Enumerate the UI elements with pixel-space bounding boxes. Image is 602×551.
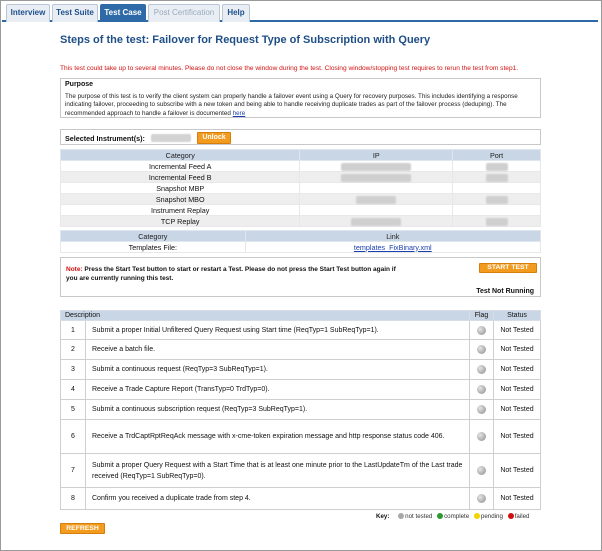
flag-not-tested-icon	[477, 405, 486, 414]
feed-ip-redacted	[300, 194, 453, 205]
step-description: Submit a continuous subscription request (ReqTyp=3 SubReqTyp=1).	[86, 400, 470, 420]
feed-port	[453, 205, 541, 216]
step-row	[61, 454, 541, 488]
tab-interview[interactable]: Interview	[6, 4, 50, 22]
step-number: 3	[61, 360, 86, 380]
feeds-table	[60, 149, 541, 227]
step-flag	[470, 420, 494, 454]
complete-dot-icon	[437, 513, 443, 519]
feed-port	[453, 183, 541, 194]
feed-ip-redacted	[300, 172, 453, 183]
step-status: Not Tested	[494, 400, 541, 420]
flag-not-tested-icon	[477, 345, 486, 354]
step-flag	[470, 321, 494, 340]
purpose-text: The purpose of this test is to verify the client system can properly handle a failover event using a Query for recovery purposes. This includes identifying a response indicating failover, proceeding to subscribe with a new token and being able to handle receiving duplicate trades as part of the failover process (deduping). The recommended approach to handle a failover is documented here	[65, 93, 518, 117]
feed-row	[61, 172, 541, 183]
step-number: 5	[61, 400, 86, 420]
instrument-value-redacted	[151, 134, 191, 142]
step-description: Receive a Trade Capture Report (TransTyp=0 TrdTyp=0).	[86, 380, 470, 400]
flag-key-legend	[376, 513, 529, 520]
feeds-header-port: Port	[453, 150, 541, 161]
step-row	[61, 488, 541, 510]
steps-header-flag: Flag	[470, 311, 494, 321]
tab-test-suite[interactable]: Test Suite	[52, 4, 98, 22]
tab-post-certification: Post Certification	[148, 4, 220, 22]
feed-ip	[300, 205, 453, 216]
feed-category: TCP Replay	[61, 216, 300, 227]
templates-header-link: Link	[245, 231, 540, 242]
unlock-button[interactable]: Unlock	[197, 132, 231, 144]
feed-ip-redacted	[300, 161, 453, 172]
step-number: 4	[61, 380, 86, 400]
step-status: Not Tested	[494, 321, 541, 340]
step-description: Submit a proper Initial Unfiltered Query Request using Start time (ReqTyp=1 SubReqTyp=1).	[86, 321, 470, 340]
step-description: Confirm you received a duplicate trade from step 4.	[86, 488, 470, 510]
step-description: Submit a continuous request (ReqTyp=3 SubReqTyp=1).	[86, 360, 470, 380]
templates-file-link[interactable]: templates_FixBinary.xml	[353, 242, 432, 252]
step-row	[61, 380, 541, 400]
flag-not-tested-icon	[477, 432, 486, 441]
feed-row	[61, 161, 541, 172]
step-number: 1	[61, 321, 86, 340]
key-pending: pending	[480, 513, 503, 520]
step-status: Not Tested	[494, 454, 541, 488]
flag-not-tested-icon	[477, 385, 486, 394]
templates-table	[60, 230, 541, 253]
run-note: Note: Press the Start Test button to start or restart a Test. Please do not press the Start Test button again if you are currently running this test.	[66, 266, 396, 282]
flag-not-tested-icon	[477, 326, 486, 335]
step-flag	[470, 340, 494, 360]
step-row	[61, 340, 541, 360]
key-complete: complete	[444, 513, 470, 520]
steps-header-status: Status	[494, 311, 541, 321]
step-flag	[470, 360, 494, 380]
step-description: Receive a batch file.	[86, 340, 470, 360]
step-row	[61, 360, 541, 380]
purpose-heading: Purpose	[65, 81, 94, 88]
step-description: Submit a proper Query Request with a Start Time that is at least one minute prior to the LastUpdateTm of the Last trade received (ReqTyp=1 SubReqTyp=0).	[86, 454, 470, 488]
step-flag	[470, 380, 494, 400]
step-description: Receive a TrdCaptRptReqAck message with x-cme-token expiration message and http response status code 406.	[86, 420, 470, 454]
feeds-header-category: Category	[61, 150, 300, 161]
step-number: 7	[61, 454, 86, 488]
feed-row	[61, 205, 541, 216]
feed-port-redacted	[453, 161, 541, 172]
templates-file-cell	[245, 242, 540, 253]
step-row	[61, 420, 541, 454]
key-label: Key:	[376, 513, 390, 520]
step-number: 2	[61, 340, 86, 360]
test-run-status: Test Not Running	[476, 288, 534, 295]
feeds-header-ip: IP	[300, 150, 453, 161]
feed-category: Incremental Feed A	[61, 161, 300, 172]
step-status: Not Tested	[494, 380, 541, 400]
step-flag	[470, 400, 494, 420]
refresh-button[interactable]: REFRESH	[60, 523, 105, 534]
feed-port-redacted	[453, 194, 541, 205]
feed-row	[61, 216, 541, 227]
purpose-doc-link[interactable]: here	[232, 109, 246, 117]
instrument-label: Selected Instrument(s):	[65, 134, 145, 143]
tab-help[interactable]: Help	[222, 4, 250, 22]
feed-port-redacted	[453, 216, 541, 227]
purpose-panel	[60, 78, 541, 118]
templates-header-category: Category	[61, 231, 246, 242]
feed-category: Snapshot MBO	[61, 194, 300, 205]
feed-ip	[300, 183, 453, 194]
step-flag	[470, 488, 494, 510]
page-title: Steps of the test: Failover for Request Type of Subscription with Query	[60, 34, 431, 46]
step-status: Not Tested	[494, 420, 541, 454]
flag-not-tested-icon	[477, 494, 486, 503]
feed-row	[61, 194, 541, 205]
step-row	[61, 321, 541, 340]
pending-dot-icon	[474, 513, 480, 519]
feed-category: Snapshot MBP	[61, 183, 300, 194]
feed-port-redacted	[453, 172, 541, 183]
flag-not-tested-icon	[477, 365, 486, 374]
warning-message: This test could take up to several minutes. Please do not close the window during the test. Closing window/stopping test requires to rerun the test from step1.	[60, 65, 519, 72]
step-row	[61, 400, 541, 420]
steps-header-description: Description	[61, 311, 470, 321]
steps-table	[60, 310, 541, 510]
feed-category: Incremental Feed B	[61, 172, 300, 183]
step-number: 6	[61, 420, 86, 454]
flag-not-tested-icon	[477, 466, 486, 475]
step-status: Not Tested	[494, 488, 541, 510]
run-panel	[60, 257, 541, 297]
step-status: Not Tested	[494, 340, 541, 360]
not-tested-dot-icon	[398, 513, 404, 519]
feed-category: Instrument Replay	[61, 205, 300, 216]
key-not-tested: not tested	[405, 513, 433, 520]
step-status: Not Tested	[494, 360, 541, 380]
step-flag	[470, 454, 494, 488]
step-number: 8	[61, 488, 86, 510]
templates-file-label: Templates File:	[61, 242, 246, 253]
feed-row	[61, 183, 541, 194]
feed-ip-redacted	[300, 216, 453, 227]
tab-test-case[interactable]: Test Case	[100, 4, 146, 22]
start-test-button[interactable]: START TEST	[479, 263, 537, 273]
tab-bar	[2, 2, 598, 22]
key-failed: failed	[514, 513, 530, 520]
failed-dot-icon	[508, 513, 514, 519]
instrument-panel	[60, 129, 541, 145]
